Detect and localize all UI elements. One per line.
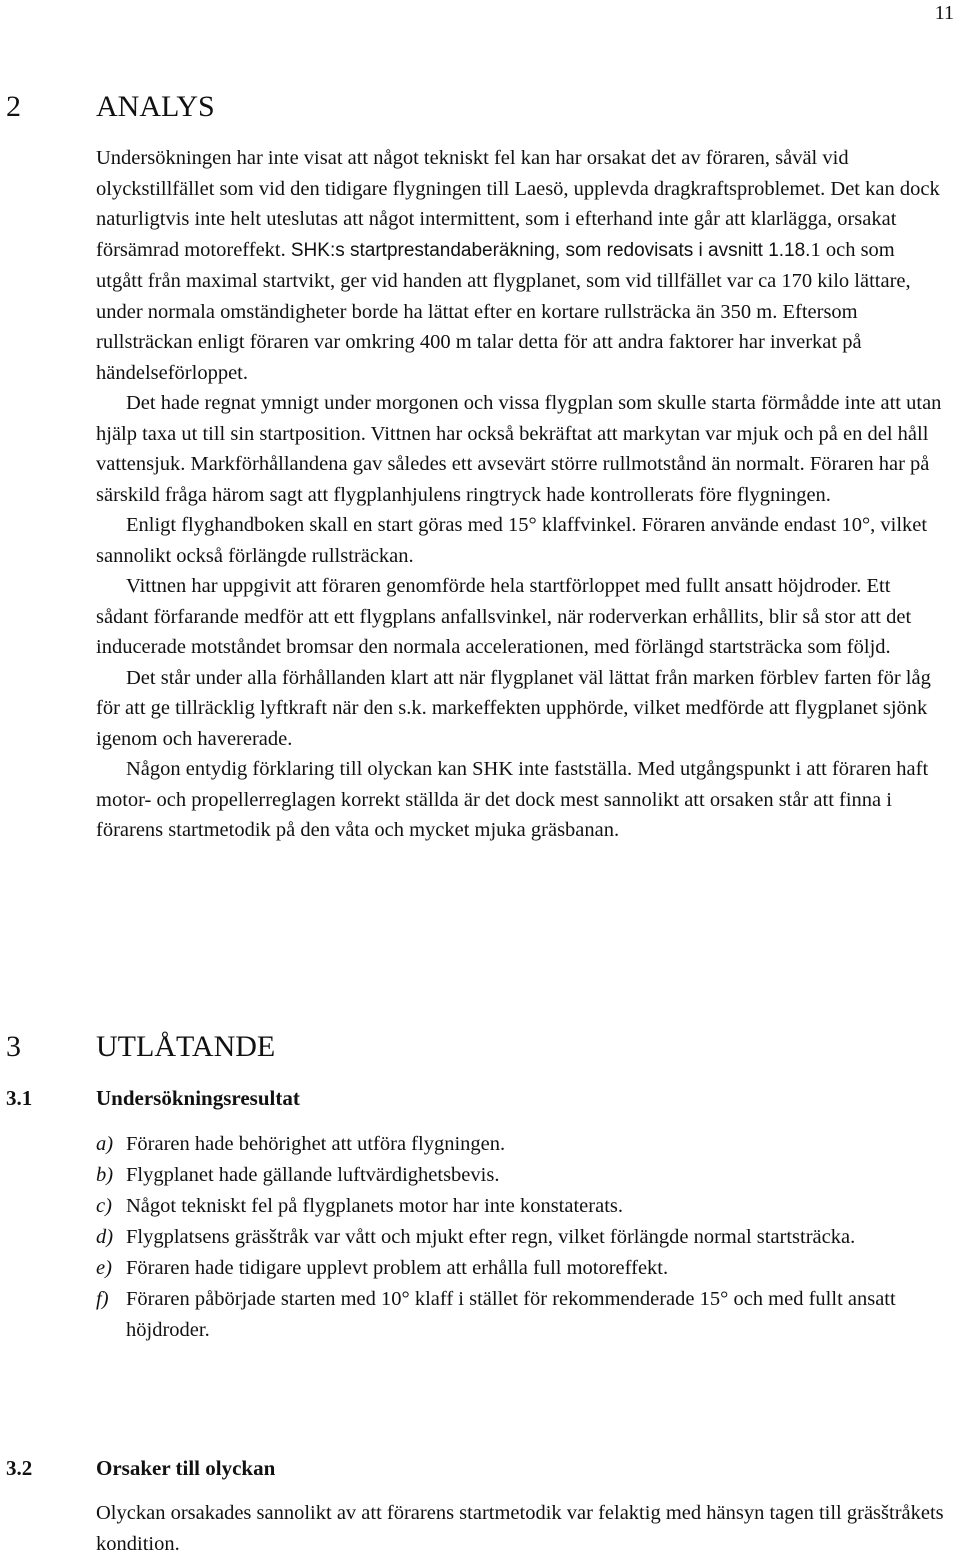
paragraph-text-sans: SHK:s startprestandaberäkning, som redovisats i avsnitt 1.18. [290, 239, 811, 261]
list-item-text: Föraren påbörjade starten med 10° klaff i stället för rekommenderade 15° och med fullt ansatt höjdroder. [126, 1288, 896, 1341]
page-number: 11 [934, 2, 954, 24]
list-item-text: Flygplanet hade gällande luftvärdighetsbevis. [126, 1164, 500, 1186]
paragraph: Enligt flyghandboken skall en start göras med 15° klaffvinkel. Föraren använde endast 10°, vilket sannolikt också förlängde rullsträckan. [96, 514, 928, 567]
paragraph-text: Undersökningen har inte visat att något tekniskt fel kan har orsakat det av föraren, såväl vid olyckstillfället som vid den tidigare flygningen till Laesö, upplevda dragkraftsproblemet. Det kan dock naturligtvis inte helt uteslutas att något intermittent, som i efterhand inte går att klarlägga, orsakat försämrad motoreffekt. [96, 147, 940, 261]
section-title: UTLÅTANDE [96, 1030, 276, 1063]
list-item [96, 1284, 926, 1346]
paragraph-text: 1 och som utgått från maximal startvikt, ger vid handen att flygplanet, som vid tillfället var ca 170 kilo lättare, under normala omständigheter borde ha lättat efter en kortare rullsträcka än 350 m. Eftersom rullsträckan enligt föraren var omkring 400 m talar detta för att andra faktorer har inverkat på händelseförloppet. [96, 238, 911, 384]
list-item-text: Föraren hade behörighet att utföra flygningen. [126, 1133, 506, 1155]
list-item-text: Flygplatsens gräsštråk var vått och mjukt efter regn, vilket förlängde normal startsträcka. [126, 1226, 856, 1248]
list-marker: e) [96, 1257, 112, 1279]
paragraph: Vittnen har uppgivit att föraren genomförde hela startförloppet med fullt ansatt höjdroder. Ett sådant förfarande medför att ett flygplans anfallsvinkel, när roderverkan erhållits, blir så stor att det inducerade motståndet bromsar den normala accelerationen, med förlängd startsträcka som följd. [96, 575, 912, 658]
list-marker: b) [96, 1164, 114, 1186]
list-marker: f) [96, 1288, 109, 1310]
causes-text: Olyckan orsakades sannolikt av att förarens startmetodik var felaktig med hänsyn tagen till gräsštråkets kondition. [96, 1502, 944, 1555]
list-marker: a) [96, 1133, 114, 1155]
paragraph: Det står under alla förhållanden klart att när flygplanet väl lättat från marken förblev farten för låg för att ge tillräcklig lyftkraft när den s.k. markeffekten upphörde, vilket medförde att flygplanet sjönk igenom och havererade. [96, 666, 931, 750]
list-item [96, 1253, 926, 1284]
paragraph: Det hade regnat ymnigt under morgonen och vissa flygplan som skulle starta förmådde inte att utan hjälp taxa ut till sin startposition. Vittnen har också bekräftat att markytan var mjuk och på en del håll vattensjuk. Markförhållandena gav således ett avsevärt större rullmotstånd än normalt. Föraren har på särskild fråga härom sagt att flygplanhjulens ringtryck hade kontrollerats före flygningen. [96, 392, 942, 506]
analysis-body [96, 143, 946, 846]
list-item [96, 1191, 926, 1222]
subsection-number: 3.1 [6, 1086, 33, 1110]
list-item-text: Något tekniskt fel på flygplanets motor har inte konstaterats. [126, 1195, 623, 1217]
list-marker: d) [96, 1226, 114, 1248]
list-marker: c) [96, 1195, 112, 1217]
list-item [96, 1222, 926, 1253]
findings-list [96, 1129, 926, 1346]
subsection-title: Undersökningsresultat [96, 1086, 300, 1110]
section-number: 2 [6, 90, 21, 123]
subsection-title: Orsaker till olyckan [96, 1456, 276, 1480]
list-item-text: Föraren hade tidigare upplevt problem att erhålla full motoreffekt. [126, 1257, 669, 1279]
list-item [96, 1160, 926, 1191]
section-number: 3 [6, 1030, 21, 1063]
paragraph [96, 143, 946, 388]
paragraph: Någon entydig förklaring till olyckan kan SHK inte fastställa. Med utgångspunkt i att föraren haft motor- och propellerreglagen korrekt ställda är det dock mest sannolikt att orsaken står att finna i förarens startmetodik på den våta och mycket mjuka gräsbanan. [96, 758, 929, 841]
subsection-number: 3.2 [6, 1456, 33, 1480]
section-title: ANALYS [96, 90, 215, 123]
list-item [96, 1129, 926, 1160]
